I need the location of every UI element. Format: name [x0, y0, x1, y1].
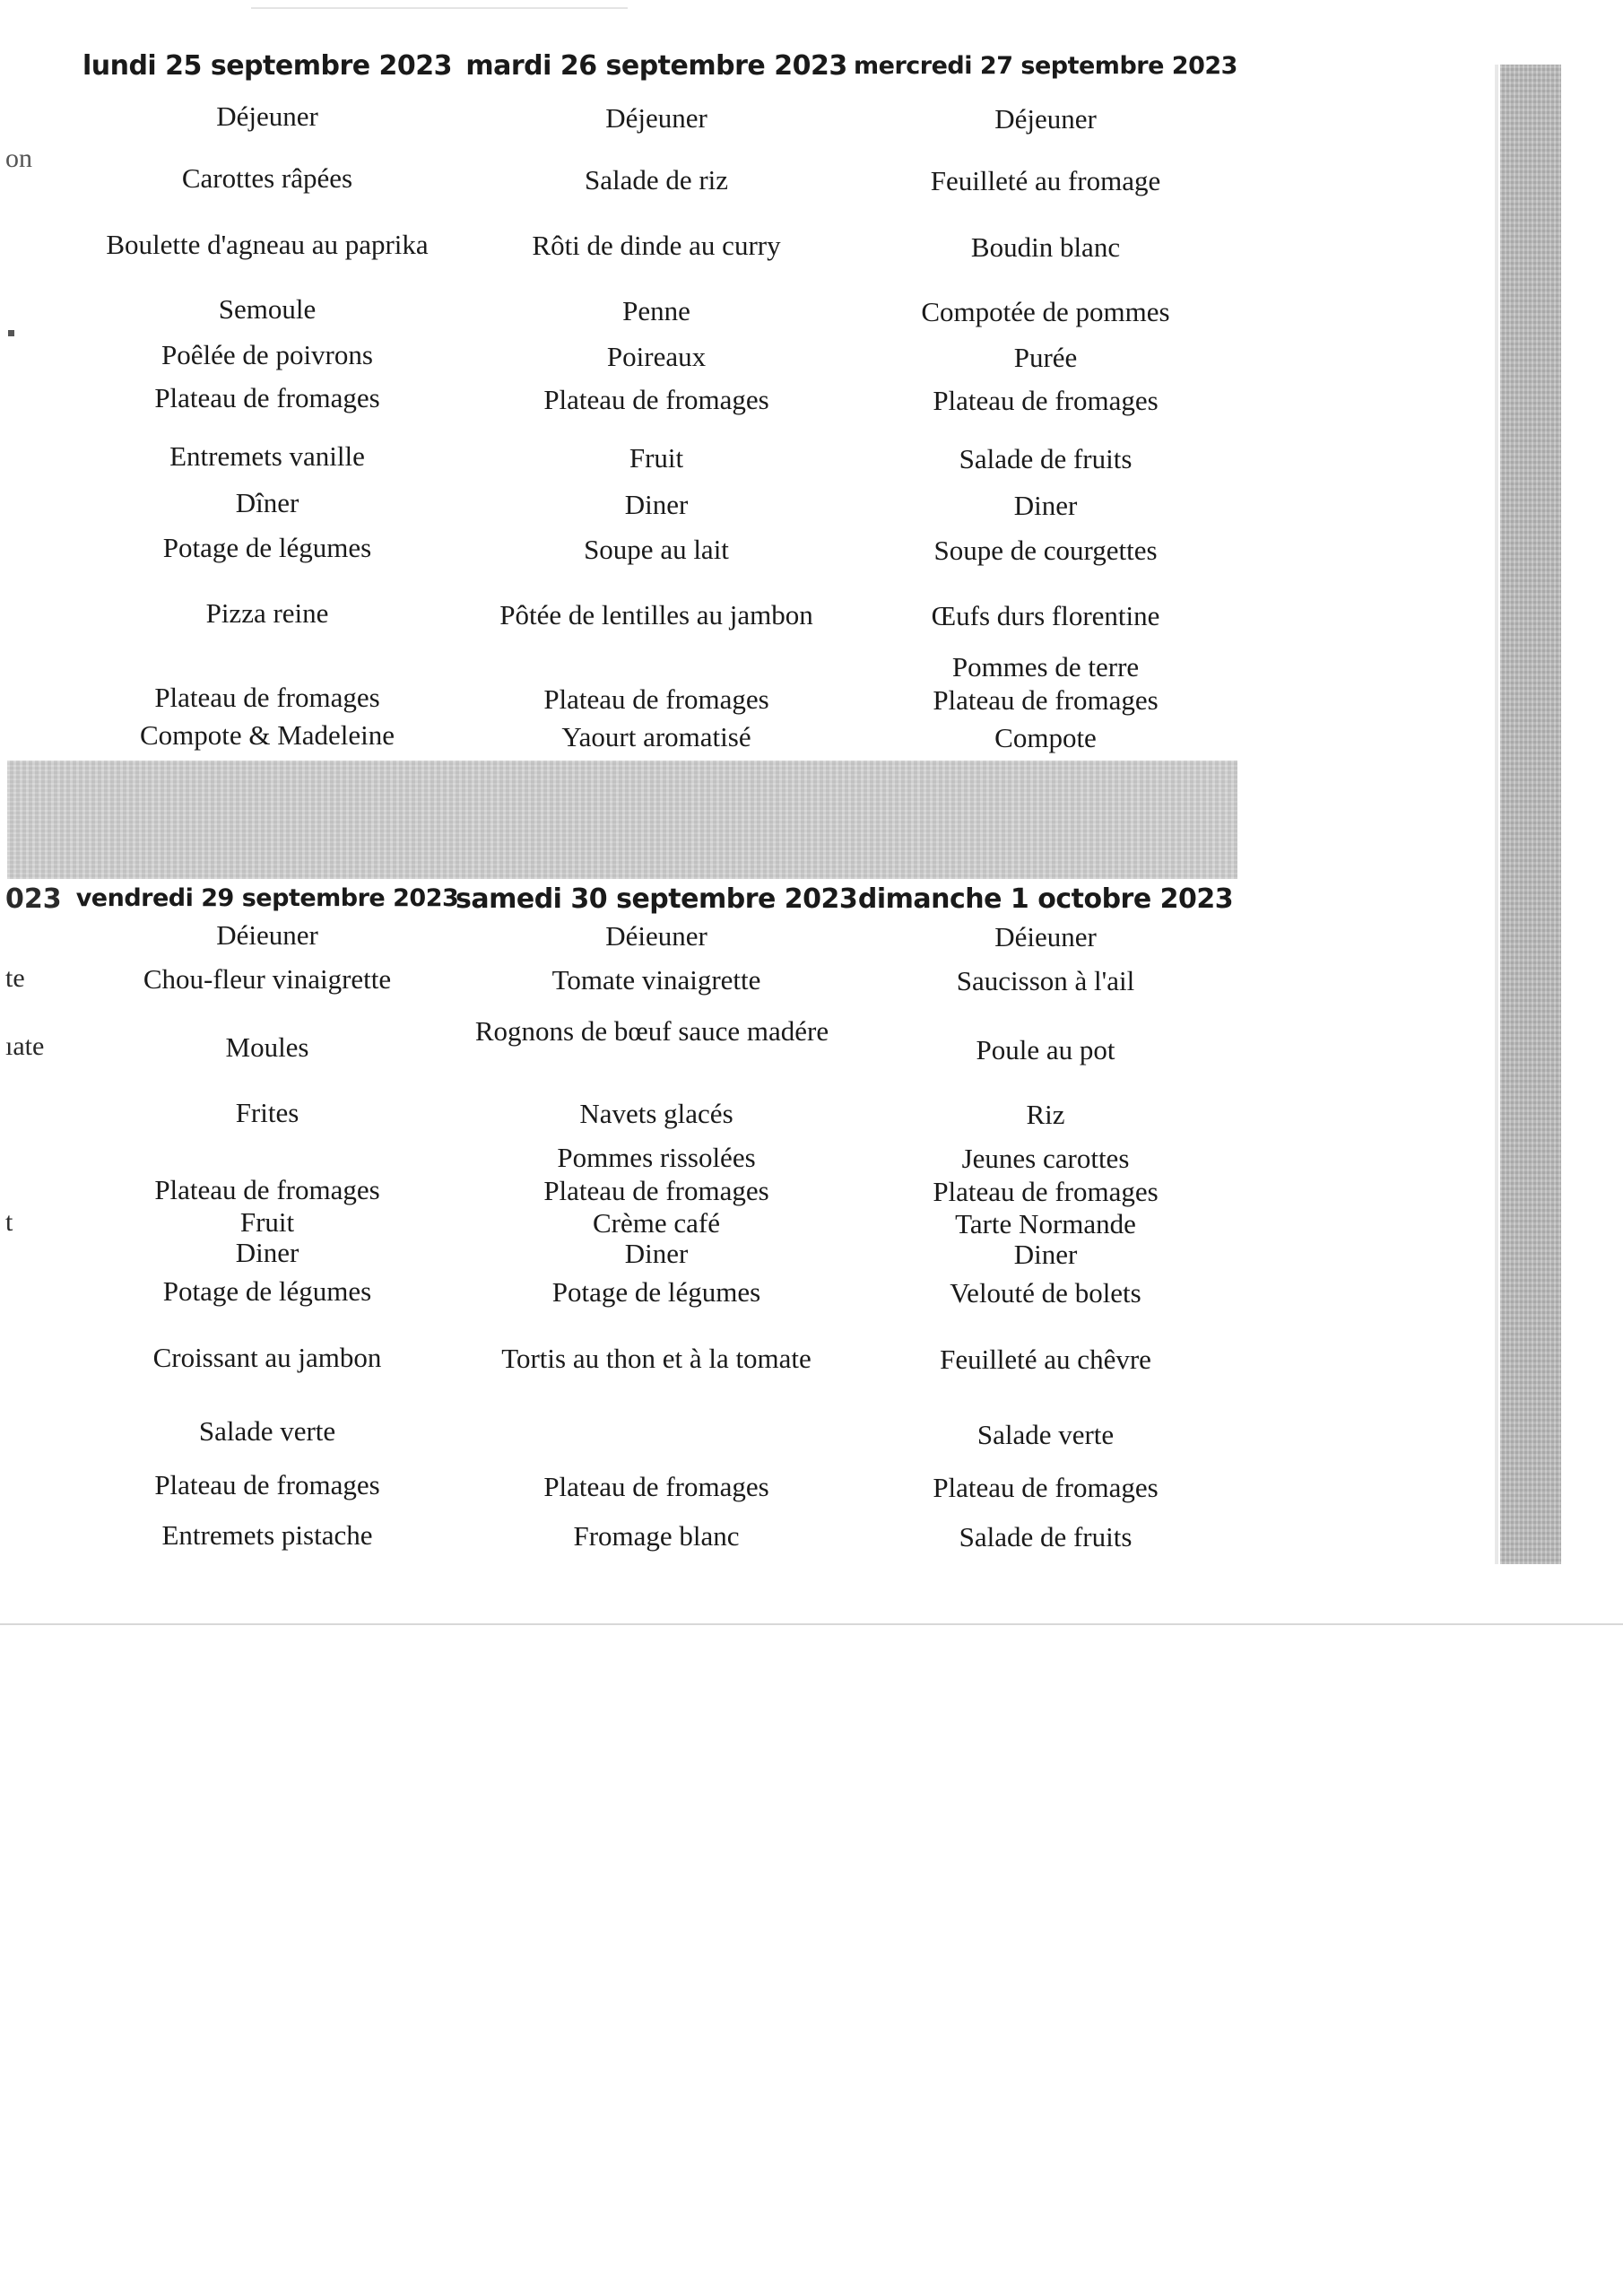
menu-item: Tomate vinaigrette [551, 964, 761, 996]
cutoff-fragment: t [5, 1207, 13, 1237]
menu-item: Plateau de fromages [543, 1471, 769, 1502]
meal-heading: Diner [624, 1238, 689, 1269]
menu-item: Tortis au thon et à la tomate [501, 1343, 812, 1374]
menu-item: Plateau de fromages [933, 385, 1159, 416]
menu-item: Croissant au jambon [152, 1342, 382, 1373]
menu-item: Rognons de bœuf sauce madére [474, 1015, 829, 1047]
cutoff-fragment: te [5, 963, 25, 993]
menu-item: Boulette d'agneau au paprika [106, 229, 429, 260]
meal-heading: Déieuner [216, 919, 318, 951]
meal-heading: Dîner [235, 487, 299, 518]
meal-heading: Déieuner [994, 921, 1097, 952]
meal-heading: Déieuner [605, 920, 707, 952]
menu-item: Potage de légumes [162, 1275, 372, 1307]
menu-item: Salade verte [976, 1419, 1115, 1450]
menu-item: Pôtée de lentilles au jambon [499, 599, 813, 631]
menu-item: Plateau de fromages [933, 1176, 1159, 1207]
menu-item: Plateau de fromages [154, 382, 380, 413]
menu-item: Poule au pot [976, 1034, 1115, 1065]
meal-heading: Diner [1013, 1239, 1078, 1270]
cutoff-fragment: on [5, 144, 32, 173]
menu-item: Boudin blanc [970, 231, 1121, 263]
scan-grey-band [7, 761, 1237, 879]
menu-item: Entremets pistache [161, 1519, 373, 1551]
menu-item: Rôti de dinde au curry [532, 230, 781, 261]
menu-item: Œufs durs florentine [931, 600, 1160, 631]
menu-item: Pommes de terre [951, 651, 1140, 683]
scan-speck [8, 330, 14, 336]
menu-item: Plateau de fromages [154, 1469, 380, 1500]
menu-item: Potage de légumes [551, 1276, 761, 1308]
day-header: mardi 26 septembre 2023 [465, 50, 847, 82]
day-header: vendredi 29 septembre 2023 [75, 884, 459, 912]
cutoff-fragment: ıate [5, 1031, 45, 1061]
menu-item: Fruit [629, 442, 684, 474]
menu-item: Poêlée de poivrons [161, 339, 373, 370]
menu-item: Plateau de fromages [543, 384, 769, 415]
menu-item: Yaourt aromatisé [561, 721, 751, 752]
menu-item: Plateau de fromages [543, 1175, 769, 1206]
menu-item: Semoule [218, 293, 317, 325]
menu-item: Plateau de fromages [154, 1174, 380, 1205]
menu-item: Velouté de bolets [950, 1277, 1141, 1309]
menu-item: Tarte Normande [955, 1208, 1136, 1239]
menu-item: Navets glacés [579, 1098, 733, 1129]
menu-item: Soupe de courgettes [933, 535, 1158, 566]
menu-item: Feuilleté au chêvre [940, 1344, 1151, 1375]
menu-item: Fromage blanc [573, 1520, 740, 1552]
meal-heading: Diner [1013, 490, 1078, 521]
page-fold-line [0, 1623, 1623, 1625]
menu-item: Entremets vanille [169, 440, 365, 472]
menu-item: Poireaux [606, 341, 707, 372]
menu-item: Penne [622, 295, 690, 326]
meal-heading: Déjeuner [605, 102, 707, 134]
scan-edge-line [251, 7, 628, 9]
menu-item: Plateau de fromages [154, 682, 380, 713]
cutoff-fragment: 023 [5, 883, 62, 915]
menu-item: Chou-fleur vinaigrette [143, 963, 392, 995]
menu-item: Feuilleté au fromage [930, 165, 1161, 196]
menu-item: Frites [235, 1097, 299, 1128]
menu-item: Riz [1026, 1099, 1065, 1130]
menu-item: Plateau de fromages [933, 1472, 1159, 1503]
day-header: lundi 25 septembre 2023 [82, 50, 453, 82]
menu-item: Potage de légumes [162, 532, 372, 563]
menu-item: Salade de riz [584, 164, 729, 196]
menu-item: Compote & Madeleine [139, 719, 395, 751]
menu-item: Moules [225, 1031, 309, 1063]
menu-item: Salade verte [198, 1415, 336, 1447]
menu-item: Jeunes carottes [961, 1143, 1130, 1174]
menu-item: Pommes rissolées [557, 1142, 756, 1173]
menu-item: Pizza reine [205, 597, 329, 629]
menu-item: Fruit [239, 1206, 295, 1238]
meal-heading: Diner [235, 1237, 299, 1268]
menu-item: Plateau de fromages [933, 684, 1159, 716]
menu-item: Crème café [593, 1207, 720, 1239]
scan-shadow-strip [1500, 65, 1561, 1564]
menu-item: Compotée de pommes [921, 296, 1170, 327]
menu-item: Purée [1013, 342, 1078, 373]
menu-item: Salade de fruits [959, 1521, 1133, 1552]
meal-heading: Déjeuner [994, 103, 1097, 135]
day-header: samedi 30 septembre 2023 [456, 883, 858, 915]
day-header: dimanche 1 octobre 2023 [857, 883, 1234, 915]
menu-item: Plateau de fromages [543, 683, 769, 715]
menu-item: Carottes râpées [181, 162, 353, 194]
menu-item: Saucisson à l'ail [956, 965, 1135, 996]
menu-item: Salade de fruits [959, 443, 1133, 474]
day-header: mercredi 27 septembre 2023 [854, 52, 1237, 80]
menu-item: Soupe au lait [584, 534, 729, 565]
meal-heading: Diner [624, 489, 689, 520]
menu-item: Compote [994, 722, 1097, 753]
scan-shadow-edge [1495, 65, 1498, 1564]
meal-heading: Déjeuner [216, 100, 318, 132]
